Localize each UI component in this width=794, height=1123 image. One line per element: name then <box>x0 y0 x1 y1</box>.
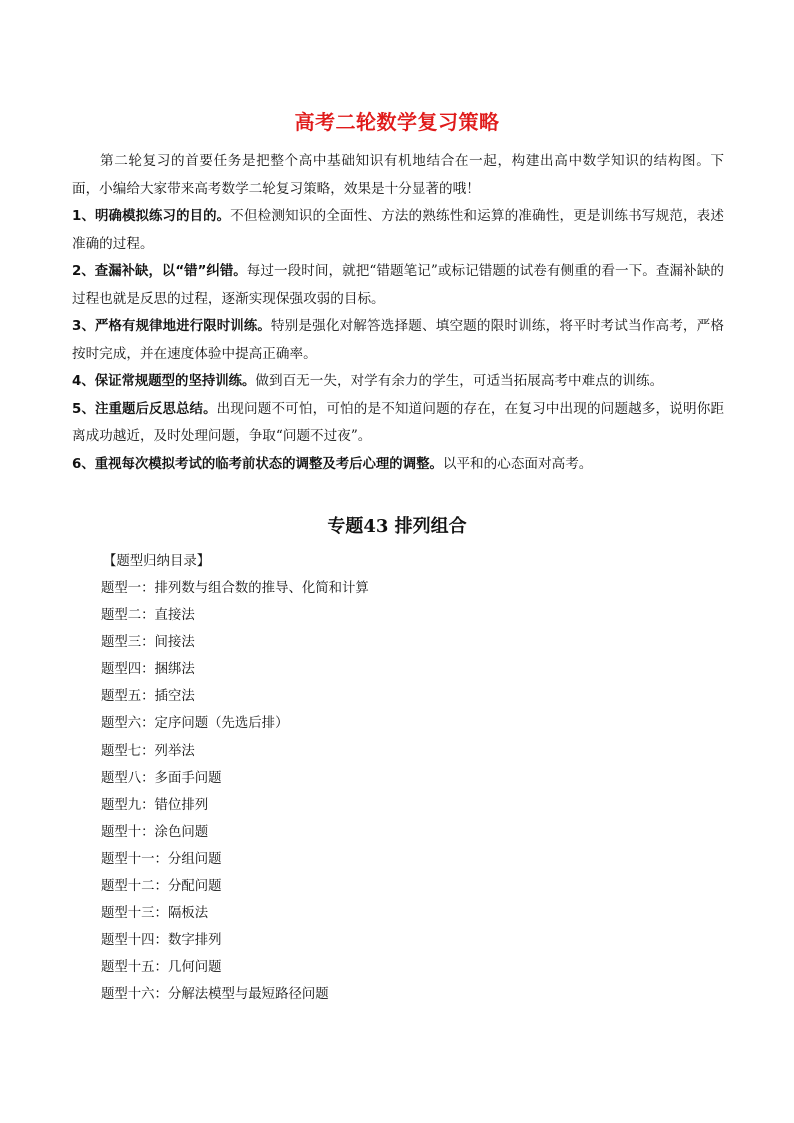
strategy-text: 出现问题不可怕，可怕的是不知道问题的存在，在复习中出现的问题越多，说明你距离成功越近，及时处理问题，争取“问题不过夜”。 <box>72 400 724 444</box>
strategy-heading: 5、注重题后反思总结。 <box>72 401 217 417</box>
strategy-item <box>72 396 724 451</box>
toc-item: 题型十三：隔板法 <box>101 906 209 922</box>
strategy-text: 以平和的心态面对高考。 <box>442 455 593 472</box>
toc-header: 【题型归纳目录】 <box>103 554 211 569</box>
toc-item: 题型十：涂色问题 <box>101 824 209 840</box>
toc-item: 题型三：间接法 <box>101 635 195 651</box>
toc-item: 题型十二：分配问题 <box>101 879 222 895</box>
strategy-item <box>72 313 724 368</box>
toc-item: 题型七：列举法 <box>101 743 195 759</box>
toc-item: 题型二：直接法 <box>101 608 195 624</box>
toc-item: 题型十六：分解法模型与最短路径问题 <box>101 987 329 1003</box>
strategy-heading: 1、明确模拟练习的目的。 <box>72 209 231 224</box>
toc-item: 题型十一：分组问题 <box>101 851 222 867</box>
toc-item: 题型十五：几何问题 <box>101 960 222 976</box>
toc-item: 题型四：捆绑法 <box>101 662 195 678</box>
toc-item: 题型十四：数字排列 <box>101 933 222 949</box>
toc-item: 题型六：定序问题（先选后排） <box>101 716 289 732</box>
strategy-heading: 2、查漏补缺，以“错”纠错。 <box>72 264 247 279</box>
toc-list <box>101 575 701 1009</box>
toc-item: 题型五：插空法 <box>101 689 195 705</box>
strategy-text: 不但检测知识的全面性、方法的熟练性和运算的准确性，更是训练书写规范，表述准确的过程。 <box>72 208 724 252</box>
section-title: 专题43 排列组合 <box>327 516 467 537</box>
toc-item: 题型一：排列数与组合数的推导、化简和计算 <box>101 581 369 596</box>
intro-paragraph: 第二轮复习的首要任务是把整个高中基础知识有机地结合在一起，构建出高中数学知识的结构图。下面，小编给大家带来高考数学二轮复习策略，效果是十分显著的哦！ <box>72 153 724 197</box>
page-title: 高考二轮数学复习策略 <box>294 110 500 134</box>
toc-item: 题型九：错位排列 <box>101 797 209 813</box>
strategy-heading: 4、保证常规题型的坚持训练。 <box>72 374 256 389</box>
strategy-text: 每过一段时间，就把“错题笔记”或标记错题的试卷有侧重的看一下。查漏补缺的过程也就是反思的过程，逐渐实现保强攻弱的目标。 <box>72 263 724 307</box>
strategy-item <box>72 203 724 258</box>
strategy-item <box>72 451 724 479</box>
question-type-toc <box>101 548 701 1009</box>
strategy-item <box>72 258 724 313</box>
intro-section <box>72 148 724 478</box>
toc-item: 题型八：多面手问题 <box>101 770 222 786</box>
strategy-item <box>72 368 724 396</box>
strategy-heading: 6、重视每次模拟考试的临考前状态的调整及考后心理的调整。 <box>72 456 443 472</box>
strategy-heading: 3、严格有规律地进行限时训练。 <box>72 319 271 334</box>
strategy-text: 特别是强化对解答选择题、填空题的限时训练，将平时考试当作高考，严格按时完成，并在速度体验中提高正确率。 <box>72 318 724 362</box>
strategy-text: 做到百无一失，对学有余力的学生，可适当拓展高考中难点的训练。 <box>255 373 664 389</box>
